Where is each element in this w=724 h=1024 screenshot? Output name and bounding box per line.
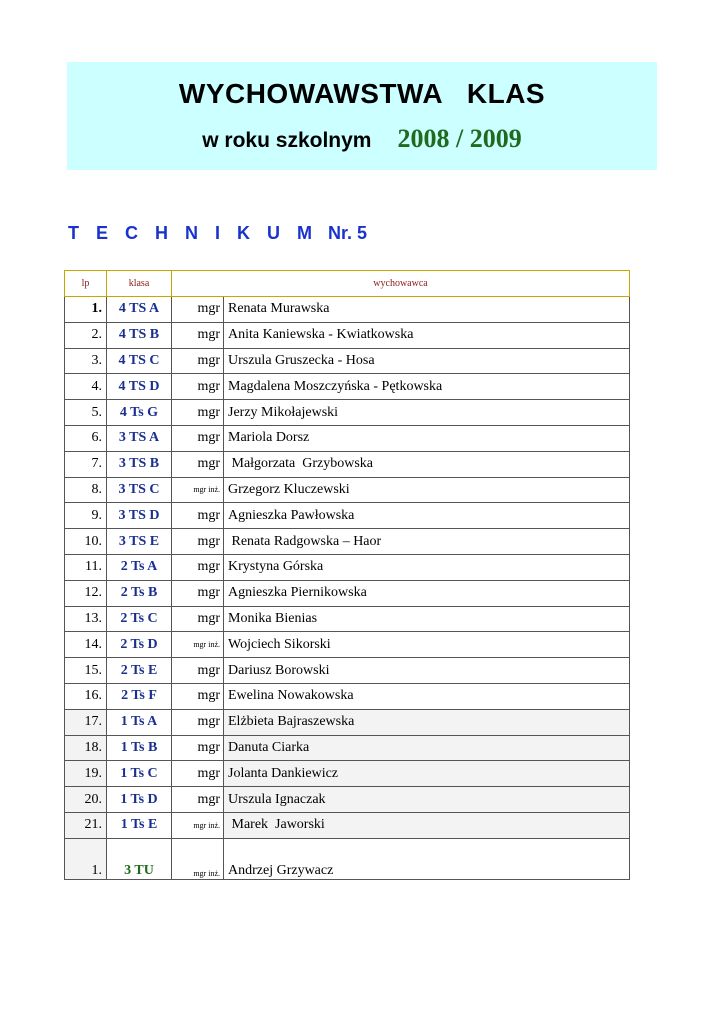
class-code: 3 TS C xyxy=(107,477,172,503)
row-number: 9. xyxy=(65,503,107,529)
teacher-title: mgr xyxy=(172,658,224,684)
table-row xyxy=(65,606,630,632)
class-code: 3 TU xyxy=(107,838,172,879)
class-code: 3 TS E xyxy=(107,529,172,555)
table-row xyxy=(65,348,630,374)
teacher-name: Małgorzata Grzybowska xyxy=(224,451,630,477)
section-number: Nr. 5 xyxy=(318,223,368,243)
teacher-title: mgr xyxy=(172,580,224,606)
teacher-name: Andrzej Grzywacz xyxy=(224,838,630,879)
teacher-title: mgr xyxy=(172,735,224,761)
teacher-name: Magdalena Moszczyńska - Pętkowska xyxy=(224,374,630,400)
row-number: 4. xyxy=(65,374,107,400)
teacher-name: Elżbieta Bajraszewska xyxy=(224,709,630,735)
teacher-title: mgr xyxy=(172,451,224,477)
school-year-line xyxy=(67,124,657,154)
class-code: 1 Ts A xyxy=(107,709,172,735)
table-row xyxy=(65,580,630,606)
teacher-name: Jerzy Mikołajewski xyxy=(224,400,630,426)
class-code: 4 Ts G xyxy=(107,400,172,426)
row-number: 10. xyxy=(65,529,107,555)
class-code: 4 TS A xyxy=(107,297,172,323)
table-row xyxy=(65,322,630,348)
class-code: 2 Ts B xyxy=(107,580,172,606)
teacher-title: mgr xyxy=(172,606,224,632)
class-code: 1 Ts C xyxy=(107,761,172,787)
teacher-name: Renata Murawska xyxy=(224,297,630,323)
row-number: 6. xyxy=(65,425,107,451)
school-year-label: w roku szkolnym xyxy=(202,129,372,152)
teacher-name: Renata Radgowska – Haor xyxy=(224,529,630,555)
row-number: 11. xyxy=(65,554,107,580)
teacher-title: mgr xyxy=(172,503,224,529)
teacher-name: Agnieszka Piernikowska xyxy=(224,580,630,606)
table-header-row xyxy=(65,271,630,297)
table-row xyxy=(65,400,630,426)
teacher-name: Agnieszka Pawłowska xyxy=(224,503,630,529)
section-name: T E C H N I K U M xyxy=(68,223,318,243)
row-number: 5. xyxy=(65,400,107,426)
teacher-name: Ewelina Nowakowska xyxy=(224,683,630,709)
teacher-title: mgr xyxy=(172,297,224,323)
table-row xyxy=(65,477,630,503)
school-year-value: 2008 / 2009 xyxy=(397,124,522,153)
teacher-name: Krystyna Górska xyxy=(224,554,630,580)
teacher-name: Marek Jaworski xyxy=(224,812,630,838)
teacher-title: mgr xyxy=(172,322,224,348)
class-code: 1 Ts D xyxy=(107,787,172,813)
header-banner xyxy=(67,62,657,170)
row-number: 14. xyxy=(65,632,107,658)
teacher-title: mgr inż. xyxy=(172,632,224,658)
teacher-name: Urszula Ignaczak xyxy=(224,787,630,813)
teacher-title: mgr xyxy=(172,787,224,813)
table-row xyxy=(65,503,630,529)
row-number: 19. xyxy=(65,761,107,787)
teacher-title: mgr xyxy=(172,554,224,580)
teacher-name: Dariusz Borowski xyxy=(224,658,630,684)
teacher-name: Mariola Dorsz xyxy=(224,425,630,451)
class-code: 4 TS D xyxy=(107,374,172,400)
table-row xyxy=(65,709,630,735)
teacher-title: mgr xyxy=(172,761,224,787)
table-row xyxy=(65,632,630,658)
table-row xyxy=(65,812,630,838)
row-number: 16. xyxy=(65,683,107,709)
teacher-name: Monika Bienias xyxy=(224,606,630,632)
teacher-title: mgr inż. xyxy=(172,477,224,503)
class-code: 2 Ts F xyxy=(107,683,172,709)
row-number: 7. xyxy=(65,451,107,477)
column-header-wychowawca: wychowawca xyxy=(172,271,630,297)
row-number: 21. xyxy=(65,812,107,838)
table-row xyxy=(65,658,630,684)
column-header-lp: lp xyxy=(65,271,107,297)
class-code: 2 Ts E xyxy=(107,658,172,684)
class-code: 1 Ts B xyxy=(107,735,172,761)
table-row xyxy=(65,374,630,400)
class-code: 3 TS B xyxy=(107,451,172,477)
table-row xyxy=(65,529,630,555)
class-code: 2 Ts C xyxy=(107,606,172,632)
teacher-name: Urszula Gruszecka - Hosa xyxy=(224,348,630,374)
teacher-name: Jolanta Dankiewicz xyxy=(224,761,630,787)
teacher-title: mgr xyxy=(172,374,224,400)
row-number: 1. xyxy=(65,297,107,323)
row-number: 15. xyxy=(65,658,107,684)
class-code: 3 TS A xyxy=(107,425,172,451)
teacher-title: mgr inż. xyxy=(172,812,224,838)
class-code: 3 TS D xyxy=(107,503,172,529)
class-code: 2 Ts A xyxy=(107,554,172,580)
table-row xyxy=(65,451,630,477)
row-number: 8. xyxy=(65,477,107,503)
teacher-name: Wojciech Sikorski xyxy=(224,632,630,658)
row-number: 17. xyxy=(65,709,107,735)
teacher-title: mgr xyxy=(172,529,224,555)
row-number: 2. xyxy=(65,322,107,348)
class-code: 2 Ts D xyxy=(107,632,172,658)
teacher-name: Danuta Ciarka xyxy=(224,735,630,761)
table-row xyxy=(65,787,630,813)
table-row xyxy=(65,735,630,761)
teacher-title: mgr inż. xyxy=(172,838,224,879)
table-row xyxy=(65,761,630,787)
table-body xyxy=(65,297,630,880)
class-code: 4 TS B xyxy=(107,322,172,348)
table-row xyxy=(65,425,630,451)
table-row xyxy=(65,297,630,323)
teacher-title: mgr xyxy=(172,683,224,709)
row-number: 1. xyxy=(65,838,107,879)
page-title: WYCHOWAWSTWA KLAS xyxy=(178,78,546,109)
teacher-title: mgr xyxy=(172,709,224,735)
table-row xyxy=(65,838,630,879)
teacher-title: mgr xyxy=(172,425,224,451)
table-row xyxy=(65,683,630,709)
teacher-title: mgr xyxy=(172,348,224,374)
column-header-klasa: klasa xyxy=(107,271,172,297)
row-number: 3. xyxy=(65,348,107,374)
row-number: 18. xyxy=(65,735,107,761)
class-code: 1 Ts E xyxy=(107,812,172,838)
row-number: 13. xyxy=(65,606,107,632)
table-row xyxy=(65,554,630,580)
row-number: 12. xyxy=(65,580,107,606)
row-number: 20. xyxy=(65,787,107,813)
class-code: 4 TS C xyxy=(107,348,172,374)
teacher-name: Grzegorz Kluczewski xyxy=(224,477,630,503)
section-heading xyxy=(68,223,367,244)
teacher-title: mgr xyxy=(172,400,224,426)
class-teacher-table xyxy=(64,270,630,880)
teacher-name: Anita Kaniewska - Kwiatkowska xyxy=(224,322,630,348)
